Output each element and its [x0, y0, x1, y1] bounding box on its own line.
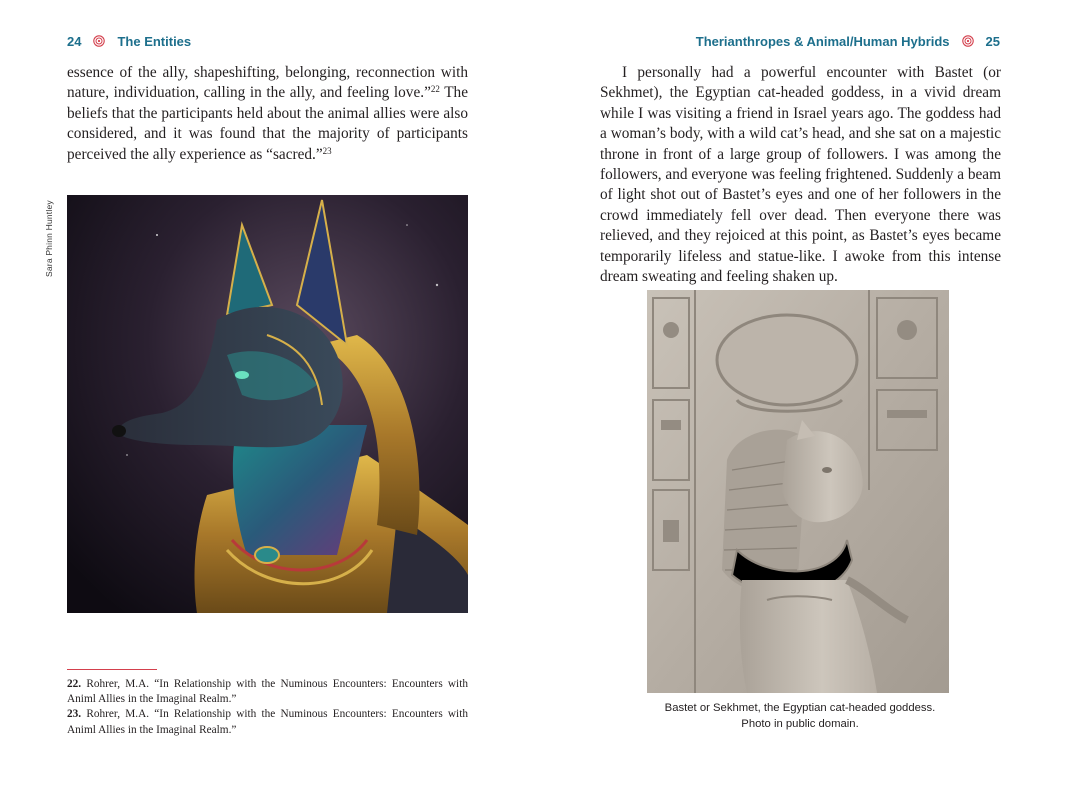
footnote-ref-23[interactable]: 23 [322, 145, 332, 156]
page-number-right: 25 [985, 33, 1000, 49]
footnote-23 [67, 707, 468, 737]
target-ornament-icon [93, 35, 105, 47]
footnote-ref-22[interactable]: 22 [430, 84, 440, 95]
target-ornament-icon [962, 35, 974, 47]
footnote-text: Rohrer, M.A. “In Relationship with the Numinous Encounters: Encounters with Animl Allies in the Imaginal Realm.” [67, 708, 468, 736]
page-number-left: 24 [67, 33, 82, 49]
body-paragraph-left [67, 63, 468, 165]
bastet-relief-photo [647, 290, 949, 693]
footnotes [67, 677, 468, 738]
figure-caption [600, 700, 1000, 732]
body-paragraph-right: I personally had a powerful encounter with Bastet (or Sekhmet), the Egyptian cat-headed goddess, in a vivid dream while I was visiting a friend in Israel years ago. The goddess had a woman’s body, with a wild cat’s head, and she sat on a majestic throne in front of a large group of followers. I was among the followers, and everyone was feeling frightened. Suddenly a beam of light shot out of Bastet’s eyes and one of her followers in the crowd immediately fell over dead. Then everyone there was relieved, and they rejoiced at this point, as Bastet’s eyes became temporarily lifeless and statue-like. I awoke from this intense dream sweating and feeling shaken up. [600, 64, 1001, 286]
caption-line-1: Bastet or Sekhmet, the Egyptian cat-headed goddess. [664, 702, 936, 714]
footnote-number: 22. [67, 678, 82, 690]
footnote-text: Rohrer, M.A. “In Relationship with the Numinous Encounters: Encounters with Animl Allies in the Imaginal Realm.” [67, 678, 468, 706]
paragraph-text-cont: The beliefs that the participants held about the animal allies were also considered, and it was found that the majority of participants perceived the ally experience as “sacred.” [67, 84, 468, 163]
footnote-number: 23. [67, 708, 82, 721]
caption-line-2: Photo in public domain. [741, 718, 859, 730]
running-head-left [67, 32, 191, 50]
paragraph-text: essence of the ally, shapeshifting, belonging, reconnection with nature, individuation, calling in the ally, and feeling love.” [67, 64, 468, 102]
footnote-22 [67, 677, 468, 707]
photo-credit-text: Sara Phinn Huntley [44, 200, 54, 277]
running-head-right [696, 32, 1000, 50]
running-head-title-left: The Entities [117, 33, 192, 49]
running-head-title-right: Therianthropes & Animal/Human Hybrids [695, 33, 950, 49]
footnote-divider [67, 669, 157, 670]
photo-credit [44, 197, 60, 277]
anubis-illustration [67, 195, 468, 613]
